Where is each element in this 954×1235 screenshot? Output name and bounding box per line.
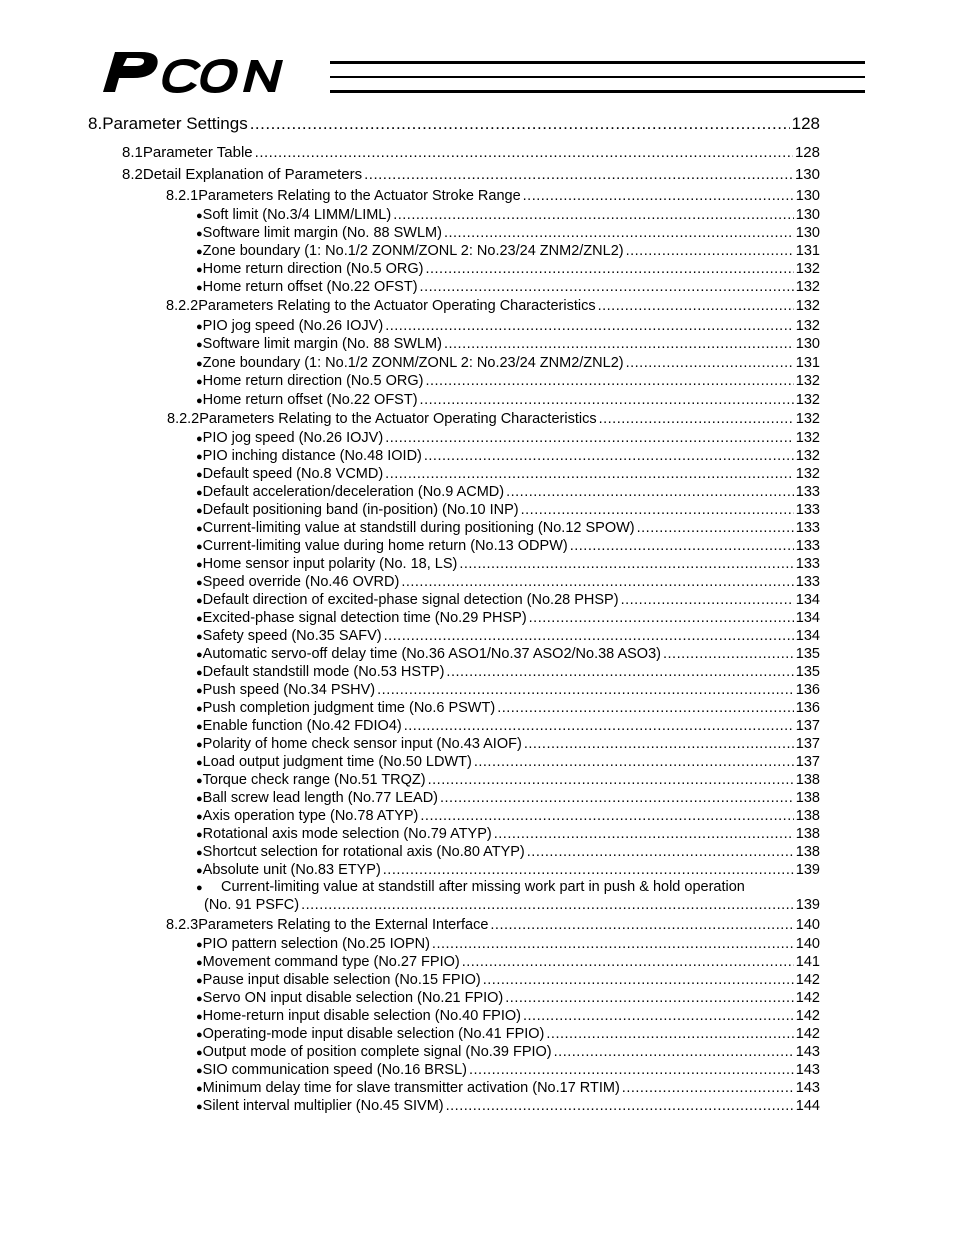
dot-leader: [497, 700, 794, 716]
bullet-icon: ●: [196, 975, 203, 987]
dot-leader: [420, 279, 794, 295]
toc-page: 138: [795, 808, 820, 824]
bullet-icon: ●: [196, 1047, 203, 1059]
bullet-icon: ●: [196, 1101, 203, 1113]
toc-title: Excited-phase signal detection time (No.29 PHSP): [202, 610, 527, 626]
toc-item[interactable]: [196, 556, 820, 572]
toc-number: 8.1: [122, 144, 143, 161]
bullet-icon: ●: [196, 1065, 203, 1077]
dot-leader: [506, 484, 794, 500]
toc-title: Pause input disable selection (No.15 FPIO): [202, 972, 481, 988]
toc-item[interactable]: [196, 261, 820, 277]
toc-page: 132: [795, 298, 820, 314]
toc-number: 8.: [88, 114, 103, 133]
toc-title: Output mode of position complete signal (No.39 FPIO): [202, 1044, 552, 1060]
toc-item[interactable]: [196, 790, 820, 806]
toc-title: Current-limiting value during home return (No.13 ODPW): [202, 538, 568, 554]
bullet-icon: ●: [196, 1011, 203, 1023]
toc-page: 132: [795, 373, 820, 390]
toc-item[interactable]: [196, 1098, 820, 1114]
toc-item[interactable]: [196, 484, 820, 500]
toc-page: 142: [795, 1008, 820, 1024]
bullet-icon: ●: [196, 357, 203, 370]
dot-leader: [446, 1098, 794, 1114]
dot-leader: [420, 808, 793, 824]
toc-item[interactable]: [196, 664, 820, 680]
bullet-icon: ●: [196, 721, 203, 733]
toc-title: Parameters Relating to the Actuator Operating Characteristics: [198, 298, 596, 314]
toc-item[interactable]: [196, 574, 820, 590]
toc-title: Parameter Settings: [102, 114, 248, 133]
toc-item[interactable]: [196, 520, 820, 536]
toc-page: 133: [795, 538, 820, 554]
bullet-icon: ●: [196, 228, 203, 240]
dot-leader: [554, 1044, 794, 1060]
toc-section-8-1[interactable]: [122, 144, 820, 161]
toc-page: 135: [795, 646, 820, 662]
toc-title: Safety speed (No.35 SAFV): [202, 628, 382, 644]
toc-item[interactable]: [196, 990, 820, 1006]
toc-page: 137: [795, 718, 820, 734]
dot-leader: [444, 336, 794, 352]
bullet-icon: ●: [196, 793, 203, 805]
toc-item[interactable]: [196, 538, 820, 554]
toc-page: 132: [795, 279, 820, 295]
toc-title: Home return direction (No.5 ORG): [202, 261, 424, 277]
toc-title: Default acceleration/deceleration (No.9 ACMD): [202, 484, 505, 500]
dot-leader: [598, 298, 794, 314]
toc-item[interactable]: [196, 1062, 820, 1078]
bullet-icon: ●: [196, 282, 203, 294]
toc-page: 137: [795, 736, 820, 752]
toc-page: 132: [795, 448, 820, 464]
pcon-logo-graphic: [95, 48, 327, 94]
toc-title: Minimum delay time for slave transmitter activation (No.17 RTIM): [202, 1080, 620, 1096]
toc-page: 132: [795, 430, 820, 446]
dot-leader: [301, 897, 794, 913]
toc-title: Default positioning band (in-position) (No.10 INP): [202, 502, 519, 518]
toc-item[interactable]: [196, 628, 820, 644]
toc-title: PIO pattern selection (No.25 IOPN): [202, 936, 430, 952]
dot-leader: [425, 373, 793, 389]
toc-item[interactable]: [196, 1008, 820, 1024]
toc-page: 140: [795, 917, 820, 933]
toc-page: 141: [795, 954, 820, 970]
dot-leader: [364, 166, 793, 183]
dot-leader: [494, 826, 794, 842]
dot-leader: [474, 754, 794, 770]
dot-leader: [621, 592, 794, 608]
toc-item[interactable]: [196, 502, 820, 518]
toc-item[interactable]: [196, 392, 820, 408]
toc-item[interactable]: [196, 844, 820, 860]
toc-title: Detail Explanation of Parameters: [142, 166, 363, 183]
toc-page: 130: [795, 225, 820, 241]
toc-item-wrapped-line1[interactable]: [196, 879, 745, 895]
toc-page: 140: [795, 936, 820, 952]
toc-item[interactable]: [196, 1080, 820, 1096]
dot-leader: [523, 188, 794, 204]
toc-item[interactable]: [196, 1026, 820, 1042]
toc-page: 132: [795, 411, 820, 427]
toc-item[interactable]: [196, 700, 820, 716]
dot-leader: [523, 1008, 794, 1024]
toc-item[interactable]: [196, 207, 820, 223]
toc-title: Silent interval multiplier (No.45 SIVM): [202, 1098, 444, 1114]
toc-item[interactable]: [196, 336, 820, 352]
toc-item[interactable]: [196, 430, 820, 446]
toc-title: Shortcut selection for rotational axis (No.80 ATYP): [202, 844, 525, 860]
bullet-icon: ●: [196, 339, 203, 352]
toc-section-8-2[interactable]: [122, 166, 820, 183]
toc-item[interactable]: [196, 936, 820, 952]
toc-item[interactable]: [196, 646, 820, 662]
bullet-icon: ●: [196, 595, 203, 607]
toc-title: Zone boundary (1: No.1/2 ZONM/ZONL 2: No.23/24 ZNM2/ZNL2): [202, 243, 624, 259]
toc-title: Home-return input disable selection (No.40 FPIO): [202, 1008, 521, 1024]
toc-title: Ball screw lead length (No.77 LEAD): [202, 790, 438, 806]
toc-item[interactable]: [196, 225, 820, 241]
bullet-icon: ●: [196, 469, 203, 481]
toc-item[interactable]: [196, 466, 820, 482]
toc-title: Servo ON input disable selection (No.21 FPIO): [202, 990, 504, 1006]
bullet-icon: ●: [196, 865, 203, 877]
dot-leader: [425, 261, 793, 277]
toc-page: 132: [795, 318, 820, 334]
dot-leader: [626, 243, 794, 259]
header-rule-middle: [330, 76, 865, 78]
dot-leader: [521, 502, 794, 518]
dot-leader: [393, 207, 794, 223]
toc-item[interactable]: [196, 592, 820, 608]
bullet-icon: ●: [196, 939, 203, 951]
toc-page: 132: [795, 261, 820, 277]
toc-title: Axis operation type (No.78 ATYP): [202, 808, 419, 824]
bullet-icon: ●: [196, 264, 203, 276]
toc-title: Default direction of excited-phase signal detection (No.28 PHSP): [202, 592, 619, 608]
bullet-icon: ●: [196, 739, 203, 751]
bullet-icon: ●: [196, 505, 203, 517]
toc-subsection-8-2-3[interactable]: [166, 917, 820, 933]
bullet-icon: ●: [196, 246, 203, 258]
dot-leader: [432, 936, 794, 952]
toc-item-wrapped-line2[interactable]: [204, 897, 820, 913]
toc-page: 133: [795, 502, 820, 518]
toc-item[interactable]: [196, 954, 820, 970]
dot-leader: [424, 448, 794, 464]
dot-leader: [462, 954, 794, 970]
bullet-icon: ●: [196, 613, 203, 625]
bullet-icon: ●: [196, 957, 203, 969]
toc-title: Software limit margin (No. 88 SWLM): [202, 225, 442, 241]
dot-leader: [570, 538, 794, 554]
dot-leader: [377, 682, 794, 698]
toc-item[interactable]: [196, 243, 820, 259]
toc-title: Polarity of home check sensor input (No.43 AIOF): [202, 736, 522, 752]
toc-item[interactable]: [196, 355, 820, 371]
dot-leader: [490, 917, 793, 933]
toc-number: 8.2.2: [167, 411, 200, 427]
toc-number: 8.2.1: [166, 188, 199, 204]
toc-title: Parameters Relating to the External Interface: [198, 917, 489, 933]
toc-item[interactable]: [196, 826, 820, 842]
toc-page: 130: [795, 188, 820, 204]
toc-item[interactable]: [196, 862, 820, 878]
toc-title: PIO jog speed (No.26 IOJV): [202, 318, 384, 334]
toc-item[interactable]: [196, 1044, 820, 1060]
toc-page: 130: [794, 166, 820, 183]
toc-page: 130: [795, 207, 820, 223]
toc-title: Home sensor input polarity (No. 18, LS): [202, 556, 458, 572]
toc-page: 136: [795, 700, 820, 716]
bullet-icon: ●: [196, 1029, 203, 1041]
toc-page: 130: [795, 336, 820, 353]
bullet-icon: ●: [196, 847, 203, 859]
bullet-icon: ●: [196, 775, 203, 787]
bullet-icon: ●: [196, 649, 203, 661]
toc-subsection-8-2-1[interactable]: [166, 188, 820, 204]
toc-title: Torque check range (No.51 TRQZ): [202, 772, 426, 788]
toc-page: 128: [791, 114, 820, 133]
toc-title: Enable function (No.42 FDIO4): [202, 718, 402, 734]
toc-item[interactable]: [196, 279, 820, 295]
toc-page: 135: [795, 664, 820, 680]
bullet-icon: ●: [196, 577, 203, 589]
toc-title: PIO jog speed (No.26 IOJV): [202, 430, 384, 446]
toc-title: Movement command type (No.27 FPIO): [202, 954, 460, 970]
toc-page: 138: [795, 790, 820, 806]
bullet-icon: ●: [196, 1083, 203, 1095]
toc-title: Operating-mode input disable selection (No.41 FPIO): [202, 1026, 545, 1042]
toc-title: Speed override (No.46 OVRD): [202, 574, 400, 590]
toc-item[interactable]: [196, 448, 820, 464]
bullet-icon: ●: [196, 882, 203, 894]
dot-leader: [385, 318, 794, 334]
toc-page: 143: [795, 1080, 820, 1096]
toc-page: 142: [795, 990, 820, 1006]
dot-leader: [663, 646, 794, 662]
toc-page: 144: [795, 1098, 820, 1114]
dot-leader: [428, 772, 794, 788]
bullet-icon: ●: [196, 757, 203, 769]
toc-title: Parameter Table: [142, 144, 253, 161]
dot-leader: [626, 355, 794, 371]
dot-leader: [446, 664, 793, 680]
toc-page: 139: [795, 897, 820, 913]
toc-title: Home return offset (No.22 OFST): [202, 279, 418, 295]
toc-item[interactable]: [196, 972, 820, 988]
dot-leader: [440, 790, 794, 806]
bullet-icon: ●: [196, 376, 203, 389]
toc-page: 134: [795, 628, 820, 644]
dot-leader: [622, 1080, 794, 1096]
toc-item[interactable]: [196, 318, 820, 334]
toc-chapter-8[interactable]: [88, 114, 820, 134]
toc-title: Rotational axis mode selection (No.79 ATYP): [202, 826, 492, 842]
toc-page: 139: [795, 862, 820, 878]
dot-leader: [383, 862, 794, 878]
toc-title: Parameters Relating to the Actuator Operating Characteristics: [199, 411, 597, 427]
toc-title: Current-limiting value at standstill after missing work part in push & hold operation: [221, 879, 745, 895]
toc-page: 143: [795, 1062, 820, 1078]
bullet-icon: ●: [196, 667, 203, 679]
header-rule-bottom: [330, 90, 865, 93]
toc-item[interactable]: [196, 736, 820, 752]
toc-title: SIO communication speed (No.16 BRSL): [202, 1062, 467, 1078]
toc-page: 133: [795, 520, 820, 536]
bullet-icon: ●: [196, 703, 203, 715]
dot-leader: [385, 430, 794, 446]
toc-item[interactable]: [196, 718, 820, 734]
toc-item[interactable]: [196, 772, 820, 788]
toc-page: 132: [795, 391, 820, 408]
bullet-icon: ●: [196, 631, 203, 643]
toc-page: 142: [795, 972, 820, 988]
toc-item[interactable]: [196, 682, 820, 698]
toc-title: Current-limiting value at standstill during positioning (No.12 SPOW): [202, 520, 635, 536]
toc-title: Parameters Relating to the Actuator Stroke Range: [198, 188, 521, 204]
toc-item[interactable]: [196, 373, 820, 389]
bullet-icon: ●: [196, 811, 203, 823]
dot-leader: [401, 574, 793, 590]
toc-page: 138: [795, 826, 820, 842]
toc-page: 143: [795, 1044, 820, 1060]
dot-leader: [250, 114, 790, 134]
toc-number: 8.2.3: [166, 917, 199, 933]
toc-number: 8.2.2: [166, 298, 199, 314]
toc-title: Software limit margin (No. 88 SWLM): [202, 336, 442, 353]
dot-leader: [469, 1062, 794, 1078]
dot-leader: [524, 736, 794, 752]
toc-page: 138: [795, 772, 820, 788]
dot-leader: [527, 844, 794, 860]
toc-title: Home return offset (No.22 OFST): [202, 391, 418, 408]
toc-title: Automatic servo-off delay time (No.36 ASO1/No.37 ASO2/No.38 ASO3): [202, 646, 661, 662]
toc-title: Absolute unit (No.83 ETYP): [202, 862, 381, 878]
toc-page: 134: [795, 610, 820, 626]
toc-page: 132: [795, 466, 820, 482]
dot-leader: [255, 144, 793, 161]
toc-item[interactable]: [196, 610, 820, 626]
toc-title: Default standstill mode (No.53 HSTP): [202, 664, 445, 680]
bullet-icon: ●: [196, 559, 203, 571]
toc-title: PIO inching distance (No.48 IOID): [202, 448, 422, 464]
toc-item[interactable]: [196, 754, 820, 770]
toc-title: Push speed (No.34 PSHV): [202, 682, 376, 698]
toc-page: 138: [795, 844, 820, 860]
toc-page: 137: [795, 754, 820, 770]
bullet-icon: ●: [196, 487, 203, 499]
toc-page: 133: [795, 574, 820, 590]
toc-page: 136: [795, 682, 820, 698]
toc-page: 131: [795, 354, 820, 371]
dot-leader: [546, 1026, 793, 1042]
dot-leader: [637, 520, 794, 536]
bullet-icon: ●: [196, 829, 203, 841]
toc-title: (No. 91 PSFC): [204, 897, 300, 913]
header-rule-top: [330, 61, 865, 64]
dot-leader: [483, 972, 794, 988]
bullet-icon: ●: [196, 210, 203, 222]
pcon-logo: [95, 48, 327, 94]
toc-number: 8.2: [122, 166, 143, 183]
toc-title: Push completion judgment time (No.6 PSWT): [202, 700, 496, 716]
bullet-icon: ●: [196, 394, 203, 407]
toc-title: Load output judgment time (No.50 LDWT): [202, 754, 472, 770]
dot-leader: [444, 225, 794, 241]
toc-page: 134: [795, 592, 820, 608]
toc-page: 133: [795, 484, 820, 500]
toc-item[interactable]: [196, 808, 820, 824]
toc-title: Default speed (No.8 VCMD): [202, 466, 384, 482]
toc-title: Soft limit (No.3/4 LIMM/LIML): [202, 207, 392, 223]
toc-title: Zone boundary (1: No.1/2 ZONM/ZONL 2: No.23/24 ZNM2/ZNL2): [202, 354, 624, 371]
bullet-icon: ●: [196, 433, 203, 445]
bullet-icon: ●: [196, 451, 203, 463]
dot-leader: [505, 990, 794, 1006]
toc-page: 133: [795, 556, 820, 572]
bullet-icon: ●: [196, 523, 203, 535]
toc-title: Home return direction (No.5 ORG): [202, 373, 424, 390]
dot-leader: [420, 392, 794, 408]
bullet-icon: ●: [196, 321, 203, 333]
bullet-icon: ●: [196, 541, 203, 553]
bullet-icon: ●: [196, 993, 203, 1005]
toc-subsection-8-2-2-repeat[interactable]: [167, 411, 820, 427]
toc-subsection-8-2-2[interactable]: [166, 298, 820, 314]
toc-page: 142: [795, 1026, 820, 1042]
toc-page: 128: [794, 144, 820, 161]
bullet-icon: ●: [196, 685, 203, 697]
dot-leader: [385, 466, 794, 482]
toc-page: 131: [795, 243, 820, 259]
dot-leader: [384, 628, 794, 644]
dot-leader: [529, 610, 794, 626]
dot-leader: [599, 411, 794, 427]
dot-leader: [459, 556, 793, 572]
dot-leader: [404, 718, 794, 734]
